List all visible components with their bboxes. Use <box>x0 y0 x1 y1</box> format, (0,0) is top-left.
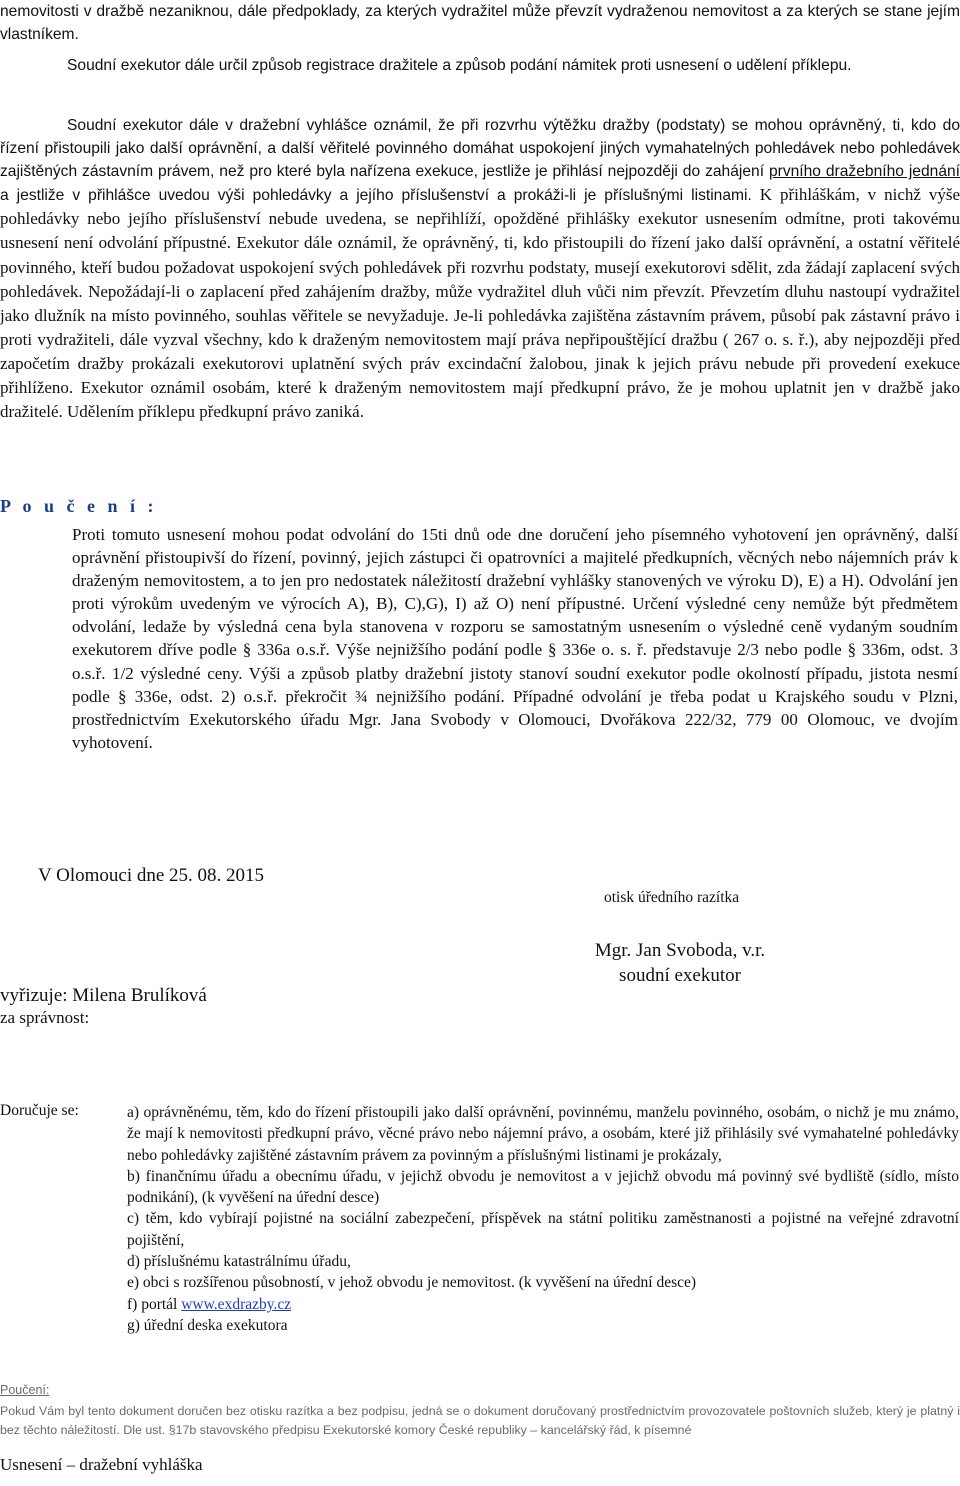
main-paragraph <box>0 114 960 424</box>
delivery-item: d) příslušnému katastrálnímu úřadu, <box>127 1253 351 1271</box>
delivery-item: e) obci s rozšířenou působností, v jehož obvodu je nemovitost. (k vyvěšení na úřední desce) <box>127 1274 697 1292</box>
main-part1: Soudní exekutor dále v dražební vyhlášce oznámil, že při rozvrhu výtěžku dražby (podstaty) se mohou oprávněný, ti, kdo do řízení přistoupili jako další oprávnění, a další věřitelé povinného domáhat uspokojení jiných vymahatelných pohledávek nebo pohledávek zajištěných zástavním právem, než pro které byla nařízena exekuce, jestliže je přihlásí nejpozději do zahájení <box>0 117 960 181</box>
main-part4: Exekutor dále oznámil, že oprávněný, ti, kdo přistoupili do řízení jako další oprávnění, a ostatní věřitelé povinného, kteří budou požadovat uspokojení svých pohledávek při rozvrhu podstaty, musejí exekutorovi sdělit, zda žádají zaplacení svých pohledávek. <box>0 233 960 301</box>
document-footer-title: Usnesení – dražební vyhláška <box>0 1455 203 1474</box>
delivery-item: c) těm, kdo vybírají pojistné na sociální zabezpečení, příspěvek na státní politiku zaměstnanosti a pojistné na veřejné zdravotní pojištění, <box>127 1210 959 1249</box>
handled-by: vyřizuje: Milena Brulíková <box>0 985 207 1006</box>
date-line: V Olomouci dne 25. 08. 2015 <box>38 865 265 886</box>
main-part5: Nepožádají-li o zaplacení před zahájením dražby, může vydražitel dluh vůči nim převzít. Převzetím dluhu nastoupí vydražitel jako dlužník na místo povinného, souhlas věřitele se nevyžaduje. Je-li pohledávka zajištěna zástavním právem, působí pak zástavní právo i proti vydražiteli, dále vyzval všechny, kdo k draženým nemovitostem mají práva nepřipouštějící dražbu ( 267 o. s. ř.), aby nejpozději před započetím dražby prokázali exekutorovi uplatnění svých práv excindační žalobou, jinak k jejich právu nebude při provedení exekuce přihlíženo. Exekutor oznámil osobám, které k draženým nemovitostem mají předkupní právo, že je mohou uplatnit jen v dražbě jako dražitelé. Udělením příklepu předkupní právo zaniká. <box>0 281 960 422</box>
footer-note-label: Poučení: <box>0 1383 50 1397</box>
top-paragraph: nemovitosti v dražbě nezaniknou, dále předpoklady, za kterých vydražitel může převzít vydraženou nemovitost a za kterých se stane jejím vlastníkem. <box>0 3 960 43</box>
delivery-item: a) oprávněnému, těm, kdo do řízení přistoupili jako další oprávnění, povinnému, manželu povinného, osobám, o nichž je mu známo, že mají k nemovitosti předkupní právo, věcné právo nebo nájemní právo, a osobám, které již přihlásily své vymahatelné pohledávky nebo pohledávky zajištěné zástavním právem za povinným a příslušnými listinami je prokázaly, <box>127 1104 959 1164</box>
portal-prefix: f) portál <box>127 1295 182 1313</box>
signer-name: Mgr. Jan Svoboda, v.r. <box>594 940 766 961</box>
main-part2: a jestliže v přihlášce uvedou výši pohledávky a jejího příslušenství a prokáži-li je příslušnými listinami. <box>0 187 752 205</box>
portal-link[interactable]: www.exdrazby.cz <box>181 1295 292 1313</box>
main-part3: K přihláškám, v nichž výše pohledávky nebo jejího příslušenství nebude uvedena, se nepřihlíží, opožděné přihlášky exekutor usnesením odmítne, proti takovému usnesení není odvolání přípustné. <box>0 185 960 253</box>
signer-role: soudní exekutor <box>619 965 741 986</box>
delivery-label: Doručuje se: <box>0 1102 79 1119</box>
registration-text: Soudní exekutor dále určil způsob registrace dražitele a způsob podání námitek proti usnesení o udělení příklepu. <box>67 57 852 74</box>
delivery-item: b) finančnímu úřadu a obecnímu úřadu, v jejichž obvodu je nemovitost a v jejichž obvodu má povinný své bydliště (sídlo, místo podnikání), (k vyvěšení na úřední desce) <box>127 1167 959 1207</box>
delivery-item-portal <box>127 1294 959 1315</box>
pouceni-heading: P o u č e n í : <box>0 496 158 516</box>
main-underlined: prvního dražebního jednání <box>768 163 960 181</box>
for-correctness: za správnost: <box>0 1008 90 1027</box>
signature-block <box>580 938 780 988</box>
registration-paragraph <box>0 54 960 77</box>
stamp-placeholder: otisk úředního razítka <box>604 889 740 906</box>
delivery-item: g) úřední deska exekutora <box>127 1316 288 1334</box>
delivery-list <box>127 1102 959 1336</box>
pouceni-text: Proti tomuto usnesení mohou podat odvolání do 15ti dnů ode dne doručení jeho písemného vyhotovení jen oprávněný, další oprávnění přistoupivší do řízení, povinný, jejich zástupci či opatrovníci a majitelé předkupních, věcných nebo nájemních práv k draženým nemovitostem, a to jen pro nedostatek náležitostí dražební vyhlášky stanovených ve výroku D), E) a H). Odvolání jen proti výrokům uvedeným ve výrocích A), B), C),G), I) až O) není přípustné. Určení výsledné ceny nemůže být předmětem odvolání, ledaže by výsledná cena byla stanovena v rozporu se samostatným usnesením o výsledné ceně vydaným soudním exekutorem dříve podle § 336a o.s.ř. Výše nejnižšího podání podle § 336e o. s. ř. představuje 2/3 nebo podle § 336m, odst. 3 o.s.ř. 1/2 výsledné ceny. Výši a způsob platby dražební jistoty stanoví soudní exekutor podle okolností případu, jistota nesmí podle § 336e, odst. 2) o.s.ř. překročit ¾ nejnižšího podání. Případné odvolání je třeba podat u Krajského soudu v Plzni, prostřednictvím Exekutorského úřadu Mgr. Jana Svobody v Olomouci, Dvořákova 222/32, 779 00 Olomouc, ve dvojím vyhotovení. <box>72 525 958 752</box>
footer-note-text: Pokud Vám byl tento dokument doručen bez otisku razítka a bez podpisu, jedná se o dokument doručovaný prostřednictvím provozovatele poštovních služeb, který je platný i bez těchto náležitostí. Dle ust. §17b stavovského předpisu Exekutorské komory České republiky – kancelářský řád, k písemné <box>0 1404 960 1437</box>
